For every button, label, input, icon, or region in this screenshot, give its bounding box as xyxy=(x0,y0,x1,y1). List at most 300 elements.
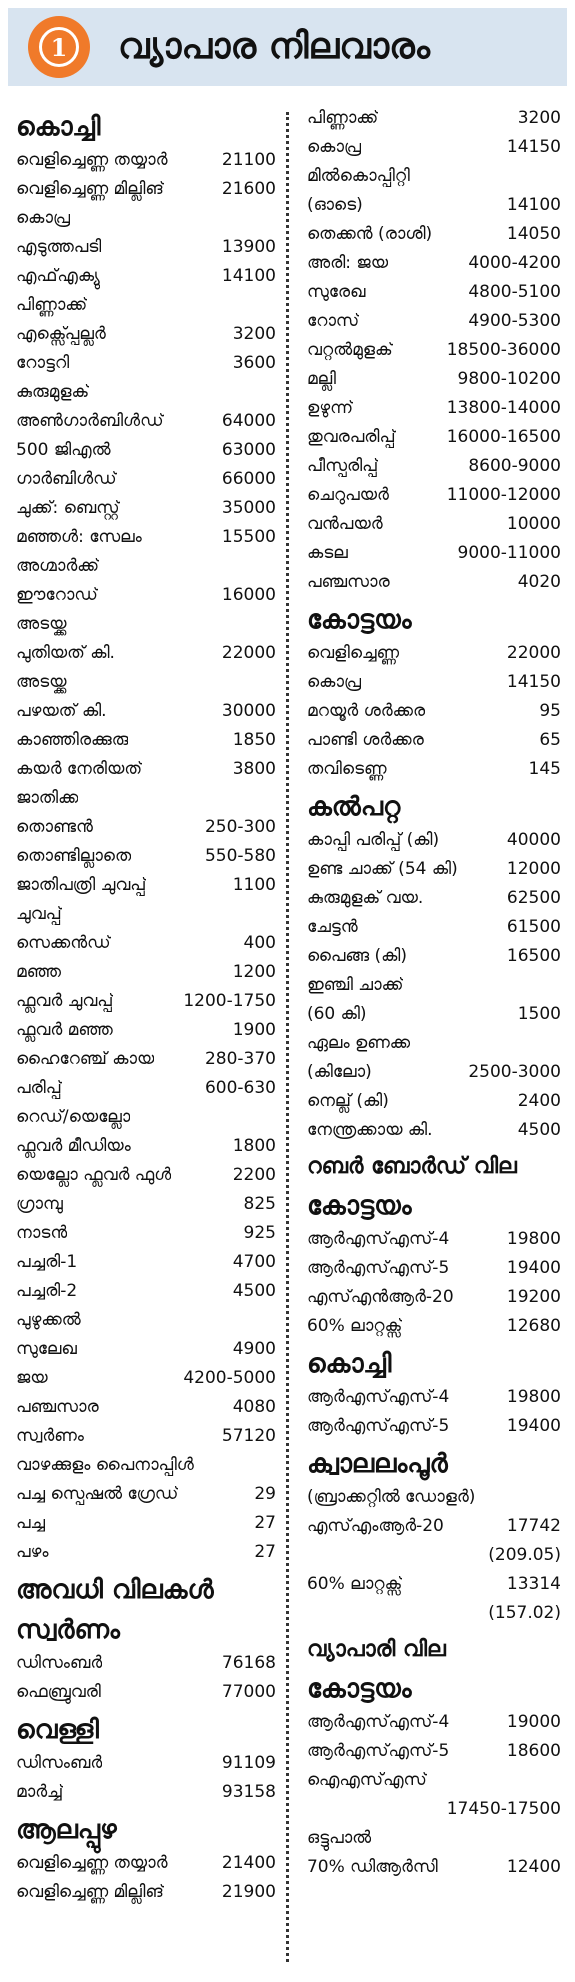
item-price: 14100 xyxy=(221,266,276,286)
item-label: തെക്കൻ (രാശി) xyxy=(306,224,433,244)
item-price: 4900 xyxy=(232,1339,276,1359)
item-price: 12000 xyxy=(506,859,561,879)
item-label: പരിപ്പ് xyxy=(16,1078,62,1098)
page-title: വ്യാപാര നിലവാരം xyxy=(118,26,430,67)
price-row xyxy=(16,552,276,581)
item-price: 19400 xyxy=(506,1258,561,1278)
price-row xyxy=(307,1512,561,1541)
item-label: ചുവപ്പ് xyxy=(16,904,62,924)
item-label: (ബ്രാക്കറ്റിൽ ഡോളർ) xyxy=(306,1487,476,1507)
price-row xyxy=(16,349,276,378)
price-row xyxy=(307,104,561,133)
item-label: പഴം xyxy=(16,1542,49,1562)
item-price: 65 xyxy=(539,730,561,750)
item-price: 9000-11000 xyxy=(457,543,561,563)
section-title: സ്വർണം xyxy=(16,1615,120,1645)
item-label: ജാതിപത്രി ചുവപ്പ് xyxy=(16,875,147,895)
price-row xyxy=(16,175,276,204)
price-row xyxy=(16,291,276,320)
item-label: ഡിസംബർ xyxy=(16,1653,103,1673)
price-row xyxy=(307,1824,561,1853)
price-row xyxy=(16,146,276,175)
price-row xyxy=(307,539,561,568)
item-price: 14150 xyxy=(506,672,561,692)
item-label: എക്സ്പ്പെല്ലർ xyxy=(16,324,106,344)
price-row xyxy=(307,855,561,884)
item-price: 61500 xyxy=(506,917,561,937)
section-title: കൊച്ചി xyxy=(306,1349,392,1379)
item-price: 16000-16500 xyxy=(446,427,561,447)
item-label: ഫ്ലവർ ചുവപ്പ് xyxy=(16,991,114,1011)
price-row xyxy=(307,1853,561,1882)
item-price: 1200 xyxy=(232,962,276,982)
price-row xyxy=(16,233,276,262)
price-row xyxy=(307,1087,561,1116)
item-label: പഞ്ചസാര xyxy=(306,572,390,592)
price-row xyxy=(307,1383,561,1412)
item-label: കൊപ്ര xyxy=(306,672,362,692)
price-row xyxy=(307,191,561,220)
item-label: 60% ലാറ്റക്സ് xyxy=(306,1316,403,1336)
item-price: 22000 xyxy=(506,643,561,663)
item-label: കൊപ്ര xyxy=(16,208,71,228)
item-price: 27 xyxy=(254,1513,276,1533)
price-row xyxy=(16,1538,276,1567)
item-price: 1200-1750 xyxy=(183,991,276,1011)
item-price: 2400 xyxy=(517,1091,561,1111)
item-label: സുലേഖ xyxy=(16,1339,77,1359)
item-label: പഞ്ചസാര xyxy=(16,1397,99,1417)
item-price: 62500 xyxy=(506,888,561,908)
item-price: 4000-4200 xyxy=(468,253,561,273)
price-row xyxy=(16,262,276,291)
item-label: (ഓടെ) xyxy=(306,195,363,215)
item-price: 12400 xyxy=(506,1857,561,1877)
section-title: റബർ ബോർഡ് വില xyxy=(306,1154,517,1179)
item-label: ഇഞ്ചി ചാക്ക് xyxy=(306,975,404,995)
item-price: 14150 xyxy=(506,137,561,157)
item-label: ഉഴുന്ന് xyxy=(306,398,354,418)
item-price: 1900 xyxy=(232,1020,276,1040)
header-banner xyxy=(8,8,567,86)
section-title: കൊച്ചി xyxy=(16,112,101,142)
section-title: കോട്ടയം xyxy=(306,1191,412,1221)
item-label: സുരേഖ xyxy=(306,282,366,302)
price-row xyxy=(307,568,561,597)
price-row xyxy=(16,1749,276,1778)
item-price: 1500 xyxy=(517,1004,561,1024)
item-label: ആർഎസ്എസ്-4 xyxy=(306,1387,450,1407)
item-price: 825 xyxy=(243,1194,276,1214)
price-row xyxy=(307,826,561,855)
item-label: അരി: ജയ xyxy=(306,253,389,273)
item-price: 14050 xyxy=(506,224,561,244)
item-price: 27 xyxy=(254,1542,276,1562)
price-row xyxy=(307,481,561,510)
number-badge xyxy=(28,16,90,78)
item-price: 280-370 xyxy=(204,1049,276,1069)
item-price: 8600-9000 xyxy=(468,456,561,476)
item-price: 4020 xyxy=(517,572,561,592)
price-row xyxy=(16,1849,276,1878)
item-label: ആർഎസ്എസ്-5 xyxy=(306,1741,450,1761)
item-label: വറ്റൽമുളക് xyxy=(306,340,393,360)
right-column xyxy=(289,104,567,1974)
price-row xyxy=(307,726,561,755)
item-price: 10000 xyxy=(506,514,561,534)
price-row xyxy=(307,220,561,249)
price-row xyxy=(307,307,561,336)
price-row xyxy=(16,987,276,1016)
price-row xyxy=(307,913,561,942)
item-label: കുരുമുളക് വയ. xyxy=(306,888,424,908)
item-label: ഫ്ലവർ മീഡിയം xyxy=(16,1136,131,1156)
item-label: യെല്ലോ ഫ്ലവർ ഫുൾ xyxy=(16,1165,172,1185)
section-title: കോട്ടയം xyxy=(306,1674,412,1704)
price-row xyxy=(307,336,561,365)
price-row xyxy=(16,204,276,233)
item-price: 12680 xyxy=(506,1316,561,1336)
item-label: ഹൈറേഞ്ച് കായ xyxy=(16,1049,155,1069)
price-row xyxy=(16,1678,276,1707)
price-row xyxy=(16,1132,276,1161)
item-price: 63000 xyxy=(221,440,276,460)
price-row xyxy=(16,900,276,929)
item-price: 35000 xyxy=(221,498,276,518)
item-label: തൊണ്ടില്ലാതെ xyxy=(16,846,132,866)
item-price: 95 xyxy=(539,701,561,721)
item-price: 4080 xyxy=(232,1397,276,1417)
section-title: വ്യാപാരി വില xyxy=(306,1637,446,1662)
item-label: എസ്എൻആർ-20 xyxy=(306,1287,454,1307)
item-price: 2500-3000 xyxy=(468,1062,561,1082)
price-row xyxy=(16,1161,276,1190)
price-row xyxy=(16,1509,276,1538)
price-row xyxy=(16,668,276,697)
item-price: 29 xyxy=(254,1484,276,1504)
item-price: 93158 xyxy=(221,1782,276,1802)
item-price: 16500 xyxy=(506,946,561,966)
item-price: 91109 xyxy=(221,1753,276,1773)
item-price: 19400 xyxy=(506,1416,561,1436)
item-price: 2200 xyxy=(232,1165,276,1185)
item-label: അൺഗാർബിൾഡ് xyxy=(16,411,164,431)
item-label: മഞ്ഞൾ: സേലം xyxy=(16,527,142,547)
price-row xyxy=(307,1283,561,1312)
item-price: 64000 xyxy=(221,411,276,431)
price-row xyxy=(16,726,276,755)
price-row xyxy=(16,784,276,813)
section-title: വെള്ളി xyxy=(16,1715,99,1745)
item-label: ആർഎസ്എസ്-4 xyxy=(306,1229,450,1249)
item-label: കാപ്പി പരിപ്പ് (കി) xyxy=(306,830,440,850)
price-row xyxy=(307,755,561,784)
price-row xyxy=(16,1649,276,1678)
item-label: ഒട്ടുപാൽ xyxy=(306,1828,372,1848)
price-row xyxy=(16,697,276,726)
price-row xyxy=(307,1483,561,1512)
item-label: എഫ്എക്യു xyxy=(16,266,100,286)
item-price: 925 xyxy=(243,1223,276,1243)
price-row xyxy=(16,436,276,465)
price-row xyxy=(307,452,561,481)
item-price: 4800-5100 xyxy=(468,282,561,302)
item-label: 500 ജിഎൽ xyxy=(16,440,111,460)
price-row xyxy=(16,1393,276,1422)
price-row xyxy=(16,1277,276,1306)
price-row xyxy=(16,958,276,987)
item-label: എടുത്തപടി xyxy=(16,237,102,257)
item-price: 3200 xyxy=(517,108,561,128)
item-label: പുതിയത് കി. xyxy=(16,643,115,663)
price-row xyxy=(16,407,276,436)
item-label: കടല xyxy=(306,543,348,563)
badge-ring xyxy=(39,27,79,67)
item-label: പാണ്ടി ശർക്കര xyxy=(306,730,424,750)
item-label: പച്ചരി-2 xyxy=(16,1281,78,1301)
price-row xyxy=(307,1708,561,1737)
item-price: 9800-10200 xyxy=(457,369,561,389)
item-label: (കിലോ) xyxy=(306,1062,372,1082)
item-label: പൈങ്ങ (കി) xyxy=(306,946,407,966)
item-price: 40000 xyxy=(506,830,561,850)
item-price: 11000-12000 xyxy=(446,485,561,505)
price-row xyxy=(307,278,561,307)
item-price: 600-630 xyxy=(204,1078,276,1098)
price-row xyxy=(16,1364,276,1393)
price-row xyxy=(16,813,276,842)
item-label: കയർ നേരിയത് xyxy=(16,759,143,779)
item-price: 1850 xyxy=(232,730,276,750)
item-price: 3200 xyxy=(232,324,276,344)
item-price: 4200-5000 xyxy=(183,1368,276,1388)
price-row xyxy=(307,1116,561,1145)
item-label: ഗ്രാമ്പു xyxy=(16,1194,63,1214)
price-row xyxy=(307,942,561,971)
price-row xyxy=(16,1219,276,1248)
item-price: 21100 xyxy=(221,150,276,170)
item-label: വെളിച്ചെണ്ണ xyxy=(306,643,400,663)
item-label: നെല്ല് (കി) xyxy=(306,1091,389,1111)
section-title: കോട്ടയം xyxy=(306,605,412,635)
price-row xyxy=(307,1570,561,1599)
item-label: അടയ്ക്ക xyxy=(16,614,67,634)
item-label: പീസ്പരിപ്പ് xyxy=(306,456,379,476)
item-label: ആർഎസ്എസ്-5 xyxy=(306,1258,450,1278)
price-row xyxy=(307,365,561,394)
price-row xyxy=(16,523,276,552)
price-row xyxy=(16,1878,276,1907)
item-price: 16000 xyxy=(221,585,276,605)
price-row xyxy=(307,394,561,423)
item-label: പുഴുക്കൽ xyxy=(16,1310,81,1330)
price-row xyxy=(307,1766,561,1795)
item-price: 57120 xyxy=(221,1426,276,1446)
item-label: എസ്എംആർ-20 xyxy=(306,1516,444,1536)
item-label: ചുക്ക്: ബെസ്റ്റ് xyxy=(16,498,120,518)
price-row xyxy=(16,1016,276,1045)
price-row xyxy=(307,1225,561,1254)
price-row xyxy=(16,610,276,639)
price-row xyxy=(307,639,561,668)
price-row xyxy=(307,1541,561,1570)
section-title: അവധി വിലകൾ xyxy=(16,1575,214,1605)
item-price: 21900 xyxy=(221,1882,276,1902)
item-price: 4900-5300 xyxy=(468,311,561,331)
item-price: 4500 xyxy=(232,1281,276,1301)
item-price: 18600 xyxy=(506,1741,561,1761)
price-row xyxy=(307,1412,561,1441)
item-price: 77000 xyxy=(221,1682,276,1702)
item-price: 17450-17500 xyxy=(446,1799,561,1819)
item-label: മറയൂർ ശർക്കര xyxy=(306,701,426,721)
section-title: കൽപറ്റ xyxy=(306,792,401,822)
item-price: (157.02) xyxy=(488,1603,561,1623)
item-label: റെഡ്/യെല്ലോ xyxy=(16,1107,131,1127)
item-label: (60 കി) xyxy=(306,1004,367,1024)
price-row xyxy=(307,884,561,913)
item-label: വാഴക്കുളം പൈനാപ്പിൾ xyxy=(16,1455,194,1475)
price-row xyxy=(307,1599,561,1628)
item-label: ഫെബ്രുവരി xyxy=(16,1682,101,1702)
item-label: ഉണ്ട ചാക്ക് (54 കി) xyxy=(306,859,458,879)
price-row xyxy=(307,423,561,452)
item-label: ആർഎസ്എസ്-5 xyxy=(306,1416,450,1436)
price-row xyxy=(307,1795,561,1824)
item-price: 17742 xyxy=(506,1516,561,1536)
item-label: വെളിച്ചെണ്ണ തയ്യാർ xyxy=(16,150,168,170)
item-label: മിൽകൊപ്പിറ്റി xyxy=(306,166,410,186)
item-label: തൊണ്ടൻ xyxy=(16,817,93,837)
price-row xyxy=(307,668,561,697)
item-label: വെളിച്ചെണ്ണ തയ്യാർ xyxy=(16,1853,168,1873)
item-label: ഏലം ഉണക്ക xyxy=(306,1033,411,1053)
item-price: 21400 xyxy=(221,1853,276,1873)
item-price: 14100 xyxy=(506,195,561,215)
item-label: ജാതിക്ക xyxy=(16,788,79,808)
item-price: 19000 xyxy=(506,1712,561,1732)
price-row xyxy=(16,755,276,784)
item-label: ചേട്ടൻ xyxy=(306,917,358,937)
item-label: ജയ xyxy=(16,1368,48,1388)
price-row xyxy=(16,378,276,407)
item-price: 1800 xyxy=(232,1136,276,1156)
item-label: സ്വർണം xyxy=(16,1426,84,1446)
item-label: ഗാർബിൾഡ് xyxy=(16,469,117,489)
item-price: 66000 xyxy=(221,469,276,489)
price-row xyxy=(16,1248,276,1277)
price-row xyxy=(16,1190,276,1219)
item-price: 76168 xyxy=(221,1653,276,1673)
price-row xyxy=(16,1103,276,1132)
item-label: പിണ്ണാക്ക് xyxy=(16,295,88,315)
price-row xyxy=(16,320,276,349)
price-row xyxy=(16,1335,276,1364)
item-price: 15500 xyxy=(221,527,276,547)
item-label: സെക്കൻഡ് xyxy=(16,933,111,953)
item-price: 19800 xyxy=(506,1387,561,1407)
item-price: 19200 xyxy=(506,1287,561,1307)
item-label: ഡിസംബർ xyxy=(16,1753,103,1773)
item-price: 3800 xyxy=(232,759,276,779)
item-price: 145 xyxy=(528,759,561,779)
item-price: 18500-36000 xyxy=(446,340,561,360)
price-row xyxy=(16,1074,276,1103)
price-row xyxy=(16,1422,276,1451)
price-row xyxy=(307,1254,561,1283)
item-label: പച്ച xyxy=(16,1513,46,1533)
item-label: നാടൻ xyxy=(16,1223,68,1243)
item-label: റോസ് xyxy=(306,311,360,331)
item-label: അടയ്ക്ക xyxy=(16,672,67,692)
price-row xyxy=(16,1778,276,1807)
left-column xyxy=(8,104,286,1974)
price-row xyxy=(307,1029,561,1058)
price-row xyxy=(16,639,276,668)
item-price: 250-300 xyxy=(204,817,276,837)
price-row xyxy=(16,842,276,871)
item-label: മഞ്ഞ xyxy=(16,962,62,982)
item-label: മല്ലി xyxy=(306,369,336,389)
item-price: 22000 xyxy=(221,643,276,663)
price-columns xyxy=(8,104,567,1974)
item-price: 550-580 xyxy=(204,846,276,866)
item-price: 4500 xyxy=(517,1120,561,1140)
item-label: പഴയത് കി. xyxy=(16,701,107,721)
price-row xyxy=(307,1312,561,1341)
item-label: ഫ്ലവർ മഞ്ഞ xyxy=(16,1020,113,1040)
item-label: തുവരപരിപ്പ് xyxy=(306,427,396,447)
item-label: അഗ്മാർക്ക് xyxy=(16,556,100,576)
price-row xyxy=(307,1058,561,1087)
item-label: റോട്ടറി xyxy=(16,353,70,373)
price-row xyxy=(307,1737,561,1766)
price-row xyxy=(16,929,276,958)
item-label: പച്ച സ്പെഷൽ ഗ്രേഡ് xyxy=(16,1484,179,1504)
price-row xyxy=(16,1306,276,1335)
item-label: ആർഎസ്എസ്-4 xyxy=(306,1712,450,1732)
item-label: 60% ലാറ്റക്സ് xyxy=(306,1574,403,1594)
item-label: പിണ്ണാക്ക് xyxy=(306,108,379,128)
price-row xyxy=(16,465,276,494)
item-price: 400 xyxy=(243,933,276,953)
price-row xyxy=(16,1045,276,1074)
price-row xyxy=(16,494,276,523)
item-price: (209.05) xyxy=(488,1545,561,1565)
item-label: ഈറോഡ് xyxy=(16,585,98,605)
price-row xyxy=(16,1451,276,1480)
item-price: 1100 xyxy=(232,875,276,895)
item-label: ഐഎസ്എസ് xyxy=(306,1770,427,1790)
price-row xyxy=(307,1000,561,1029)
price-row xyxy=(16,871,276,900)
item-label: 70% ഡിആർസി xyxy=(306,1857,438,1877)
item-price: 13800-14000 xyxy=(446,398,561,418)
item-price: 13900 xyxy=(221,237,276,257)
item-label: വൻപയർ xyxy=(306,514,383,534)
item-label: കൊപ്ര xyxy=(306,137,362,157)
price-row xyxy=(307,971,561,1000)
item-label: വെളിച്ചെണ്ണ മില്ലിങ് xyxy=(16,179,164,199)
section-title: ക്വാലലംപൂർ xyxy=(306,1449,448,1479)
item-label: വെളിച്ചെണ്ണ മില്ലിങ് xyxy=(16,1882,164,1902)
price-row xyxy=(16,581,276,610)
item-label: പച്ചരി-1 xyxy=(16,1252,78,1272)
price-row xyxy=(307,133,561,162)
item-label: തവിടെണ്ണ xyxy=(306,759,387,779)
item-label: മാർച്ച് xyxy=(16,1782,64,1802)
price-row xyxy=(307,510,561,539)
